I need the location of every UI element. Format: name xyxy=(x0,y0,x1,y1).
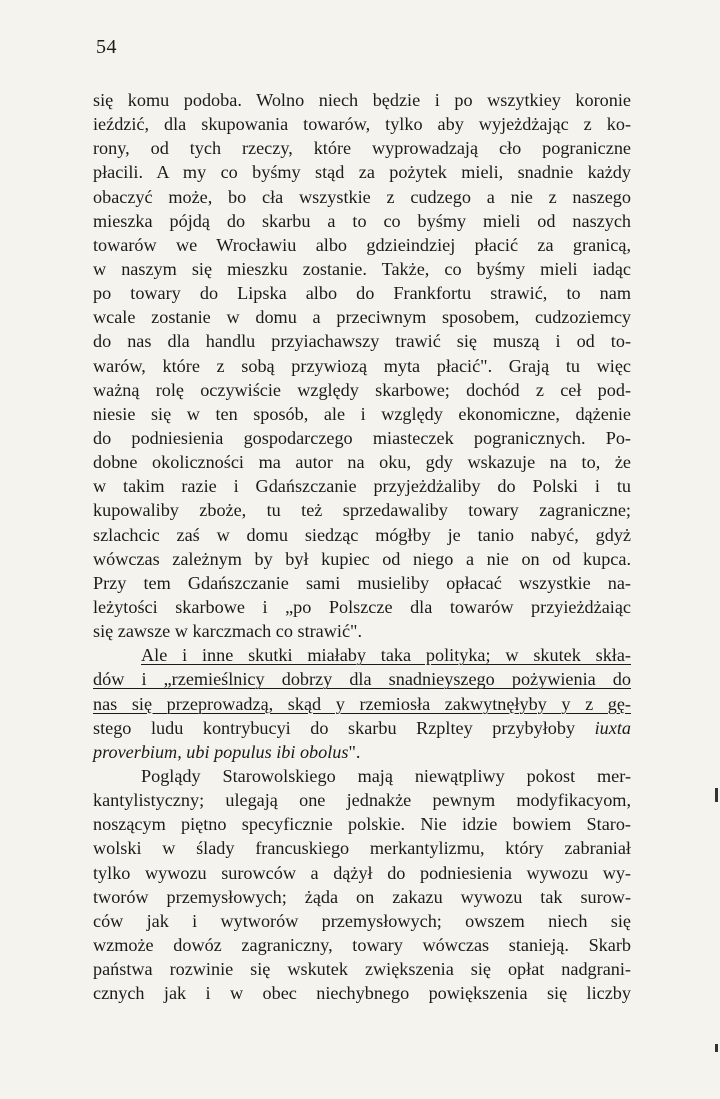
text-line: szlachcic zaś w domu siedząc mógłby je tanio nabyć, gdyż xyxy=(93,524,631,545)
text-line: ważną rolę oczywiście względy skarbowe; dochód z ceł pod- xyxy=(93,379,631,400)
text-line: się komu podoba. Wolno niech będzie i po wszytkiey koronie xyxy=(93,90,631,110)
text-line: cznych jak i w obec niechybnego powiększenia się liczby xyxy=(93,983,631,1004)
text-line: płacili. A my co byśmy stąd za pożytek mieli, snadnie każdy xyxy=(93,162,631,183)
scan-edge-mark xyxy=(715,1044,718,1052)
italic-phrase: proverbium, ubi populus ibi obolus xyxy=(93,741,349,762)
text-line: niesie się w ten sposób, ale i względy ekonomiczne, dążenie xyxy=(93,403,631,424)
text-line-content: stego ludu kontrybucyi do skarbu Rzpltey przybyłoby xyxy=(93,717,576,738)
text-line xyxy=(93,692,631,716)
text-line: po towary do Lipska albo do Frankfortu strawić, to nam xyxy=(93,283,631,304)
italic-phrase: iuxta xyxy=(594,717,631,738)
text-line: się zawsze w karczmach co strawić". xyxy=(93,621,362,642)
text-line: rony, od tych rzeczy, które wyprowadzają cło pograniczne xyxy=(93,138,631,159)
text-line: ieździć, dla skupowania towarów, tylko aby wyjeżdżając z ko- xyxy=(93,114,631,135)
text-line-content: nas się przeprowadzą, skąd y rzemiosła zakwytnęłyby y z gę- xyxy=(93,693,631,714)
text-line: Poglądy Starowolskiego mają niewątpliwy pokost mer- xyxy=(141,765,631,786)
body-text xyxy=(93,88,631,1005)
text-line: warów, które z sobą przywiozą myta płacić". Grają tu więc xyxy=(93,355,631,376)
page-number: 54 xyxy=(96,36,117,58)
text-line xyxy=(93,716,631,740)
text-line: ców jak i wytworów przemysłowych; owszem niech się xyxy=(93,910,631,931)
text-line: do podniesienia gospodarczego miasteczek pogranicznych. Po- xyxy=(93,427,631,448)
text-line: noszącym piętno specyficznie polskie. Nie idzie bowiem Staro- xyxy=(93,814,631,835)
text-line: dobne okoliczności ma autor na oku, gdy wskazuje na to, że xyxy=(93,452,631,473)
text-line: wówczas zależnym by był kupiec od niego a nie on od kupca. xyxy=(93,548,631,569)
text-line: kupowaliby zboże, tu też sprzedawaliby towary zagraniczne; xyxy=(93,500,631,521)
text-line: obaczyć może, bo cła wszystkie z cudzego a nie z naszego xyxy=(93,186,631,207)
text-line: wzmoże dowóz zagraniczny, towary wówczas stanieją. Skarb xyxy=(93,934,631,955)
text-line: leżytości skarbowe i „po Polszcze dla towarów przyieżdżaiąc xyxy=(93,596,631,617)
text-line: w naszym się mieszku zostanie. Także, co byśmy mieli iadąc xyxy=(93,258,631,279)
text-line xyxy=(93,667,631,691)
text-line: Przy tem Gdańszczanie sami musieliby opłacać wszystkie na- xyxy=(93,572,631,593)
text-line: wcale zostanie w domu a przeciwnym sposobem, cudzoziemcy xyxy=(93,307,631,328)
text-line: wolski w ślady francuskiego merkantylizmu, który zabraniał xyxy=(93,838,631,859)
text-line: tylko wywozu surowców a dążył do podniesienia wywozu wy- xyxy=(93,862,631,883)
text-line: kantylistyczny; ulegają one jednakże pewnym modyfikacyom, xyxy=(93,790,631,811)
text-line xyxy=(93,740,631,764)
text-line: mieszka pójdą do skarbu a to co byśmy mieli od naszych xyxy=(93,210,631,231)
text-line xyxy=(93,643,631,667)
text-line-content: Ale i inne skutki miałaby taka polityka; w skutek skła- xyxy=(141,645,631,666)
text-line: towarów we Wrocławiu albo gdzieindziej płacić za granicą, xyxy=(93,234,631,255)
text-line: tworów przemysłowych; żąda on zakazu wywozu tak surow- xyxy=(93,886,631,907)
text-line: do nas dla handlu przyiachawszy trawić się muszą i od to- xyxy=(93,331,631,352)
scan-edge-mark xyxy=(715,788,718,802)
text-line: w takim razie i Gdańszczanie przyjeżdżaliby do Polski i tu xyxy=(93,476,631,497)
text-line: państwa rozwinie się wskutek zwiększenia się opłat nadgrani- xyxy=(93,959,631,980)
text-line-content: dów i „rzemieślnicy dobrzy dla snadnieyszego pożywienia do xyxy=(93,669,631,690)
text-line-suffix: ". xyxy=(348,741,361,762)
